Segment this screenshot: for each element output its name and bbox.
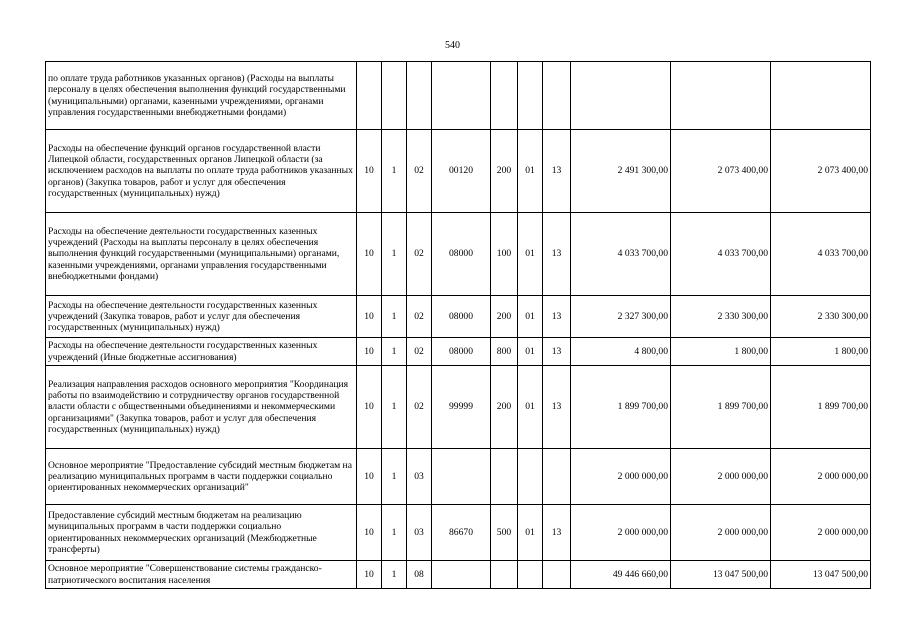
table-row — [46, 296, 871, 338]
cell-code-3 — [407, 62, 432, 130]
cell-code-3: 02 — [407, 213, 432, 296]
cell-code-7: 13 — [543, 213, 571, 296]
table-row — [46, 561, 871, 589]
cell-amount-3: 2 000 000,00 — [771, 449, 871, 505]
cell-amount-1: 2 000 000,00 — [571, 505, 671, 561]
table-row — [46, 449, 871, 505]
cell-code-1: 10 — [357, 505, 382, 561]
cell-code-1 — [357, 62, 382, 130]
cell-code-1: 10 — [357, 130, 382, 213]
cell-amount-3: 4 033 700,00 — [771, 213, 871, 296]
cell-code-3: 02 — [407, 338, 432, 366]
row-description: Основное мероприятие "Предоставление субсидий местным бюджетам на реализацию муниципальных программ в части поддержки социально ориентированных некоммерческих организаций" — [46, 449, 357, 505]
cell-code-6: 01 — [518, 366, 543, 449]
cell-code-4: 08000 — [432, 213, 491, 296]
cell-amount-1: 49 446 660,00 — [571, 561, 671, 589]
cell-code-1: 10 — [357, 561, 382, 589]
table-row — [46, 366, 871, 449]
cell-code-4 — [432, 561, 491, 589]
cell-amount-2: 13 047 500,00 — [671, 561, 771, 589]
table-row — [46, 505, 871, 561]
cell-code-2: 1 — [382, 296, 407, 338]
cell-code-7: 13 — [543, 366, 571, 449]
cell-amount-1: 2 000 000,00 — [571, 449, 671, 505]
cell-code-6 — [518, 561, 543, 589]
cell-code-1: 10 — [357, 338, 382, 366]
cell-code-6: 01 — [518, 505, 543, 561]
row-description: Реализация направления расходов основного мероприятия "Координация работы по взаимодействию и сотрудничеству органов государственной власти области с общественными объединениями и некоммерческими организациями" (Закупка товаров, работ и услуг для обеспечения государственных (муниципальных) нужд) — [46, 366, 357, 449]
row-description: Расходы на обеспечение функций органов государственной власти Липецкой области, государственных органов Липецкой области (за исключением расходов на выплаты по оплате труда работников указанных органов) (Закупка товаров, работ и услуг для обеспечения государственных (муниципальных) нужд) — [46, 130, 357, 213]
cell-code-3: 02 — [407, 130, 432, 213]
cell-code-5: 100 — [491, 213, 518, 296]
cell-code-6: 01 — [518, 338, 543, 366]
cell-code-7: 13 — [543, 338, 571, 366]
cell-code-2: 1 — [382, 505, 407, 561]
cell-code-2: 1 — [382, 366, 407, 449]
cell-code-1: 10 — [357, 449, 382, 505]
cell-code-7 — [543, 449, 571, 505]
cell-code-4: 00120 — [432, 130, 491, 213]
cell-code-5 — [491, 449, 518, 505]
cell-amount-2: 2 073 400,00 — [671, 130, 771, 213]
cell-code-7 — [543, 561, 571, 589]
cell-code-2 — [382, 62, 407, 130]
row-description: Предоставление субсидий местным бюджетам на реализацию муниципальных программ в части поддержки социально ориентированных некоммерческих организаций (Межбюджетные трансферты) — [46, 505, 357, 561]
cell-amount-2: 1 899 700,00 — [671, 366, 771, 449]
cell-code-7: 13 — [543, 296, 571, 338]
cell-code-1: 10 — [357, 296, 382, 338]
cell-amount-3: 13 047 500,00 — [771, 561, 871, 589]
cell-code-5: 200 — [491, 296, 518, 338]
cell-code-7: 13 — [543, 505, 571, 561]
cell-code-2: 1 — [382, 213, 407, 296]
cell-amount-1 — [571, 62, 671, 130]
table-row — [46, 213, 871, 296]
cell-amount-3 — [771, 62, 871, 130]
cell-code-4 — [432, 449, 491, 505]
cell-code-4: 99999 — [432, 366, 491, 449]
cell-amount-2: 4 033 700,00 — [671, 213, 771, 296]
cell-code-4: 86670 — [432, 505, 491, 561]
cell-amount-3: 1 800,00 — [771, 338, 871, 366]
cell-code-3: 08 — [407, 561, 432, 589]
cell-code-4 — [432, 62, 491, 130]
cell-code-1: 10 — [357, 213, 382, 296]
cell-code-5: 800 — [491, 338, 518, 366]
cell-code-6: 01 — [518, 130, 543, 213]
cell-amount-2: 2 330 300,00 — [671, 296, 771, 338]
cell-amount-2: 1 800,00 — [671, 338, 771, 366]
cell-amount-1: 4 033 700,00 — [571, 213, 671, 296]
cell-amount-1: 2 327 300,00 — [571, 296, 671, 338]
cell-amount-2: 2 000 000,00 — [671, 505, 771, 561]
page-number: 540 — [445, 40, 460, 51]
table-row — [46, 130, 871, 213]
cell-code-5: 200 — [491, 130, 518, 213]
cell-code-6: 01 — [518, 213, 543, 296]
cell-code-1: 10 — [357, 366, 382, 449]
row-description: Расходы на обеспечение деятельности государственных казенных учреждений (Закупка товаров, работ и услуг для обеспечения государственных (муниципальных) нужд) — [46, 296, 357, 338]
row-description: по оплате труда работников указанных органов) (Расходы на выплаты персоналу в целях обеспечения выполнения функций государственными (муниципальными) органами, казенными учреждениями, органами управления государственными внебюджетными фондами) — [46, 62, 357, 130]
cell-amount-1: 2 491 300,00 — [571, 130, 671, 213]
cell-code-2: 1 — [382, 449, 407, 505]
table-row — [46, 338, 871, 366]
cell-code-6 — [518, 62, 543, 130]
row-description: Основное мероприятие "Совершенствование системы гражданско-патриотического воспитания населения — [46, 561, 357, 589]
cell-code-3: 02 — [407, 366, 432, 449]
cell-code-6: 01 — [518, 296, 543, 338]
cell-code-5 — [491, 561, 518, 589]
cell-code-2: 1 — [382, 338, 407, 366]
cell-code-4: 08000 — [432, 296, 491, 338]
cell-amount-3: 2 073 400,00 — [771, 130, 871, 213]
cell-code-7: 13 — [543, 130, 571, 213]
cell-code-5 — [491, 62, 518, 130]
cell-amount-3: 1 899 700,00 — [771, 366, 871, 449]
cell-code-3: 03 — [407, 449, 432, 505]
cell-amount-2 — [671, 62, 771, 130]
cell-code-3: 03 — [407, 505, 432, 561]
cell-amount-1: 1 899 700,00 — [571, 366, 671, 449]
cell-code-3: 02 — [407, 296, 432, 338]
cell-code-6 — [518, 449, 543, 505]
row-description: Расходы на обеспечение деятельности государственных казенных учреждений (Расходы на выплаты персоналу в целях обеспечения выполнения функций государственными (муниципальными) органами, казенными учреждениями, органами управления государственными внебюджетными фондами) — [46, 213, 357, 296]
cell-code-5: 200 — [491, 366, 518, 449]
row-description: Расходы на обеспечение деятельности государственных казенных учреждений (Иные бюджетные ассигнования) — [46, 338, 357, 366]
table-row — [46, 62, 871, 130]
cell-code-2: 1 — [382, 561, 407, 589]
cell-amount-1: 4 800,00 — [571, 338, 671, 366]
cell-amount-3: 2 330 300,00 — [771, 296, 871, 338]
cell-code-4: 08000 — [432, 338, 491, 366]
cell-code-2: 1 — [382, 130, 407, 213]
cell-amount-3: 2 000 000,00 — [771, 505, 871, 561]
budget-table — [45, 61, 871, 589]
cell-amount-2: 2 000 000,00 — [671, 449, 771, 505]
cell-code-5: 500 — [491, 505, 518, 561]
cell-code-7 — [543, 62, 571, 130]
